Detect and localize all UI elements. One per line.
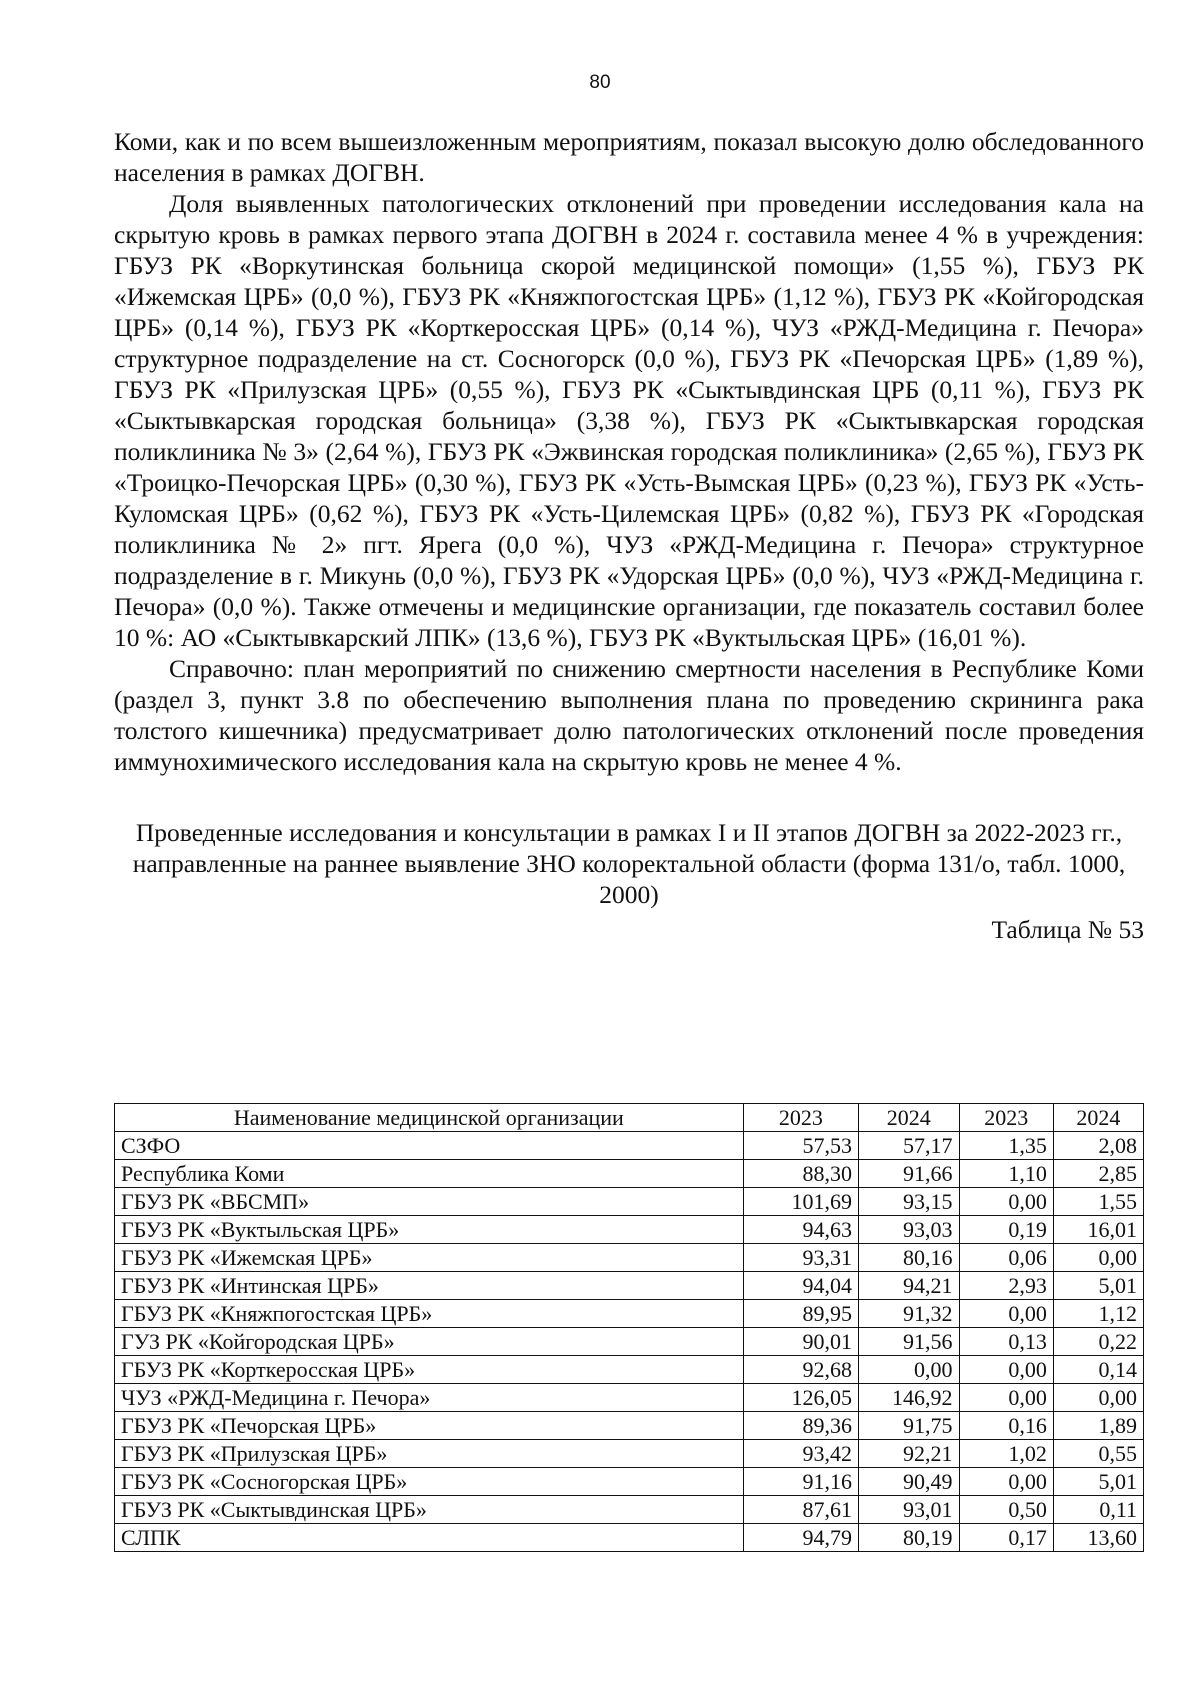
- cell-value: 0,00: [858, 1356, 959, 1384]
- cell-value: 88,30: [743, 1160, 858, 1188]
- table-number-label: Таблица № 53: [991, 915, 1144, 944]
- cell-organization: ГБУЗ РК «Княжпогостская ЦРБ»: [115, 1300, 744, 1328]
- table-row: [115, 1244, 1144, 1272]
- table-row: [115, 1524, 1144, 1552]
- table-caption: Проведенные исследования и консультации в рамках I и II этапов ДОГВН за 2022-2023 гг., направленные на раннее выявление ЗНО колоректальной области (форма 131/о, табл. 1000, 2000): [132, 818, 1126, 909]
- cell-organization: ГБУЗ РК «Печорская ЦРБ»: [115, 1412, 744, 1440]
- table-row: [115, 1440, 1144, 1468]
- cell-value: 0,00: [959, 1356, 1053, 1384]
- table-row: [115, 1132, 1144, 1160]
- cell-value: 93,03: [858, 1216, 959, 1244]
- cell-value: 2,93: [959, 1272, 1053, 1300]
- header-col-2: 2024: [858, 1104, 959, 1132]
- header-col-1: 2023: [743, 1104, 858, 1132]
- cell-organization: СЗФО: [115, 1132, 744, 1160]
- cell-value: 90,01: [743, 1328, 858, 1356]
- cell-value: 89,36: [743, 1412, 858, 1440]
- table-row: [115, 1300, 1144, 1328]
- cell-value: 92,21: [858, 1440, 959, 1468]
- cell-value: 126,05: [743, 1384, 858, 1412]
- table-row: [115, 1160, 1144, 1188]
- cell-organization: ГБУЗ РК «Сыктывдинская ЦРБ»: [115, 1496, 744, 1524]
- table-row: [115, 1328, 1144, 1356]
- cell-value: 93,15: [858, 1188, 959, 1216]
- table-row: [115, 1356, 1144, 1384]
- paragraph-pathology-share: Доля выявленных патологических отклонений при проведении исследования кала на скрытую кровь в рамках первого этапа ДОГВН в 2024 г. составила менее 4 % в учреждения: ГБУЗ РК «Воркутинская больница скорой медицинской помощи» (1,55 %), ГБУЗ РК «Ижемская ЦРБ» (0,0 %), ГБУЗ РК «Княжпогостская ЦРБ» (1,12 %), ГБУЗ РК «Койгородская ЦРБ» (0,14 %), ГБУЗ РК «Корткеросская ЦРБ» (0,14 %), ЧУЗ «РЖД-Медицина г. Печора» структурное подразделение на ст. Сосногорск (0,0 %), ГБУЗ РК «Печорская ЦРБ» (1,89 %), ГБУЗ РК «Прилузская ЦРБ» (0,55 %), ГБУЗ РК «Сыктывдинская ЦРБ (0,11 %), ГБУЗ РК «Сыктывкарская городская больница» (3,38 %), ГБУЗ РК «Сыктывкарская городская поликлиника № 3» (2,64 %), ГБУЗ РК «Эжвинская городская поликлиника» (2,65 %), ГБУЗ РК «Троицко-Печорская ЦРБ» (0,30 %), ГБУЗ РК «Усть-Вымская ЦРБ» (0,23 %), ГБУЗ РК «Усть-Куломская ЦРБ» (0,62 %), ГБУЗ РК «Усть-Цилемская ЦРБ» (0,82 %), ГБУЗ РК «Городская поликлиника № 2» пгт. Ярега (0,0 %), ЧУЗ «РЖД-Медицина г. Печора» структурное подразделение в г. Микунь (0,0 %), ГБУЗ РК «Удорская ЦРБ» (0,0 %), ЧУЗ «РЖД-Медицина г. Печора» (0,0 %). Также отмечены и медицинские организации, где показатель составил более 10 %: АО «Сыктывкарский ЛПК» (13,6 %), ГБУЗ РК «Вуктыльская ЦРБ» (16,01 %).: [114, 189, 1144, 652]
- cell-value: 0,06: [959, 1244, 1053, 1272]
- cell-organization: Республика Коми: [115, 1160, 744, 1188]
- cell-value: 0,00: [959, 1188, 1053, 1216]
- cell-organization: ГБУЗ РК «ВБСМП»: [115, 1188, 744, 1216]
- cell-value: 16,01: [1053, 1216, 1143, 1244]
- cell-value: 13,60: [1053, 1524, 1143, 1552]
- cell-value: 5,01: [1053, 1468, 1143, 1496]
- document-body: [114, 126, 1144, 945]
- cell-organization: СЛПК: [115, 1524, 744, 1552]
- cell-value: 91,32: [858, 1300, 959, 1328]
- cell-value: 2,08: [1053, 1132, 1143, 1160]
- cell-value: 93,42: [743, 1440, 858, 1468]
- cell-value: 0,14: [1053, 1356, 1143, 1384]
- cell-value: 91,16: [743, 1468, 858, 1496]
- table-row: [115, 1216, 1144, 1244]
- page-number: 80: [589, 72, 611, 93]
- cell-value: 0,00: [959, 1384, 1053, 1412]
- cell-organization: ЧУЗ «РЖД-Медицина г. Печора»: [115, 1384, 744, 1412]
- cell-value: 101,69: [743, 1188, 858, 1216]
- cell-value: 80,16: [858, 1244, 959, 1272]
- cell-value: 0,00: [959, 1468, 1053, 1496]
- table-row: [115, 1188, 1144, 1216]
- cell-value: 0,00: [1053, 1244, 1143, 1272]
- cell-value: 0,00: [1053, 1384, 1143, 1412]
- cell-value: 91,66: [858, 1160, 959, 1188]
- cell-value: 0,17: [959, 1524, 1053, 1552]
- cell-value: 94,04: [743, 1272, 858, 1300]
- cell-value: 1,89: [1053, 1412, 1143, 1440]
- cell-value: 92,68: [743, 1356, 858, 1384]
- table-row: [115, 1384, 1144, 1412]
- cell-value: 94,63: [743, 1216, 858, 1244]
- cell-value: 0,11: [1053, 1496, 1143, 1524]
- cell-value: 2,85: [1053, 1160, 1143, 1188]
- table-row: [115, 1272, 1144, 1300]
- cell-value: 0,22: [1053, 1328, 1143, 1356]
- cell-value: 87,61: [743, 1496, 858, 1524]
- cell-organization: ГБУЗ РК «Ижемская ЦРБ»: [115, 1244, 744, 1272]
- cell-value: 0,13: [959, 1328, 1053, 1356]
- cell-value: 0,55: [1053, 1440, 1143, 1468]
- header-col-3: 2023: [959, 1104, 1053, 1132]
- cell-value: 1,10: [959, 1160, 1053, 1188]
- cell-value: 89,95: [743, 1300, 858, 1328]
- table-row: [115, 1496, 1144, 1524]
- data-table: [114, 1103, 1144, 1552]
- cell-value: 90,49: [858, 1468, 959, 1496]
- cell-value: 93,01: [858, 1496, 959, 1524]
- cell-organization: ГБУЗ РК «Корткеросская ЦРБ»: [115, 1356, 744, 1384]
- cell-value: 5,01: [1053, 1272, 1143, 1300]
- cell-value: 146,92: [858, 1384, 959, 1412]
- cell-value: 0,16: [959, 1412, 1053, 1440]
- cell-organization: ГУЗ РК «Койгородская ЦРБ»: [115, 1328, 744, 1356]
- cell-value: 93,31: [743, 1244, 858, 1272]
- cell-organization: ГБУЗ РК «Прилузская ЦРБ»: [115, 1440, 744, 1468]
- cell-value: 1,12: [1053, 1300, 1143, 1328]
- cell-value: 0,19: [959, 1216, 1053, 1244]
- cell-value: 57,17: [858, 1132, 959, 1160]
- table-header-row: [115, 1104, 1144, 1132]
- cell-value: 80,19: [858, 1524, 959, 1552]
- paragraph-continuation: Коми, как и по всем вышеизложенным мероприятиям, показал высокую долю обследованного населения в рамках ДОГВН.: [114, 127, 1144, 187]
- table-row: [115, 1412, 1144, 1440]
- cell-value: 91,56: [858, 1328, 959, 1356]
- cell-value: 57,53: [743, 1132, 858, 1160]
- paragraph-reference-plan: Справочно: план мероприятий по снижению смертности населения в Республике Коми (раздел 3, пункт 3.8 по обеспечению выполнения плана по проведению скрининга рака толстого кишечника) предусматривает долю патологических отклонений после проведения иммунохимического исследования кала на скрытую кровь не менее 4 %.: [114, 654, 1144, 776]
- table-row: [115, 1468, 1144, 1496]
- cell-value: 0,50: [959, 1496, 1053, 1524]
- cell-value: 91,75: [858, 1412, 959, 1440]
- cell-value: 94,79: [743, 1524, 858, 1552]
- cell-organization: ГБУЗ РК «Вуктыльская ЦРБ»: [115, 1216, 744, 1244]
- header-col-4: 2024: [1053, 1104, 1143, 1132]
- cell-organization: ГБУЗ РК «Сосногорская ЦРБ»: [115, 1468, 744, 1496]
- cell-organization: ГБУЗ РК «Интинская ЦРБ»: [115, 1272, 744, 1300]
- header-organization: Наименование медицинской организации: [115, 1104, 744, 1132]
- cell-value: 1,02: [959, 1440, 1053, 1468]
- cell-value: 1,55: [1053, 1188, 1143, 1216]
- cell-value: 1,35: [959, 1132, 1053, 1160]
- cell-value: 94,21: [858, 1272, 959, 1300]
- cell-value: 0,00: [959, 1300, 1053, 1328]
